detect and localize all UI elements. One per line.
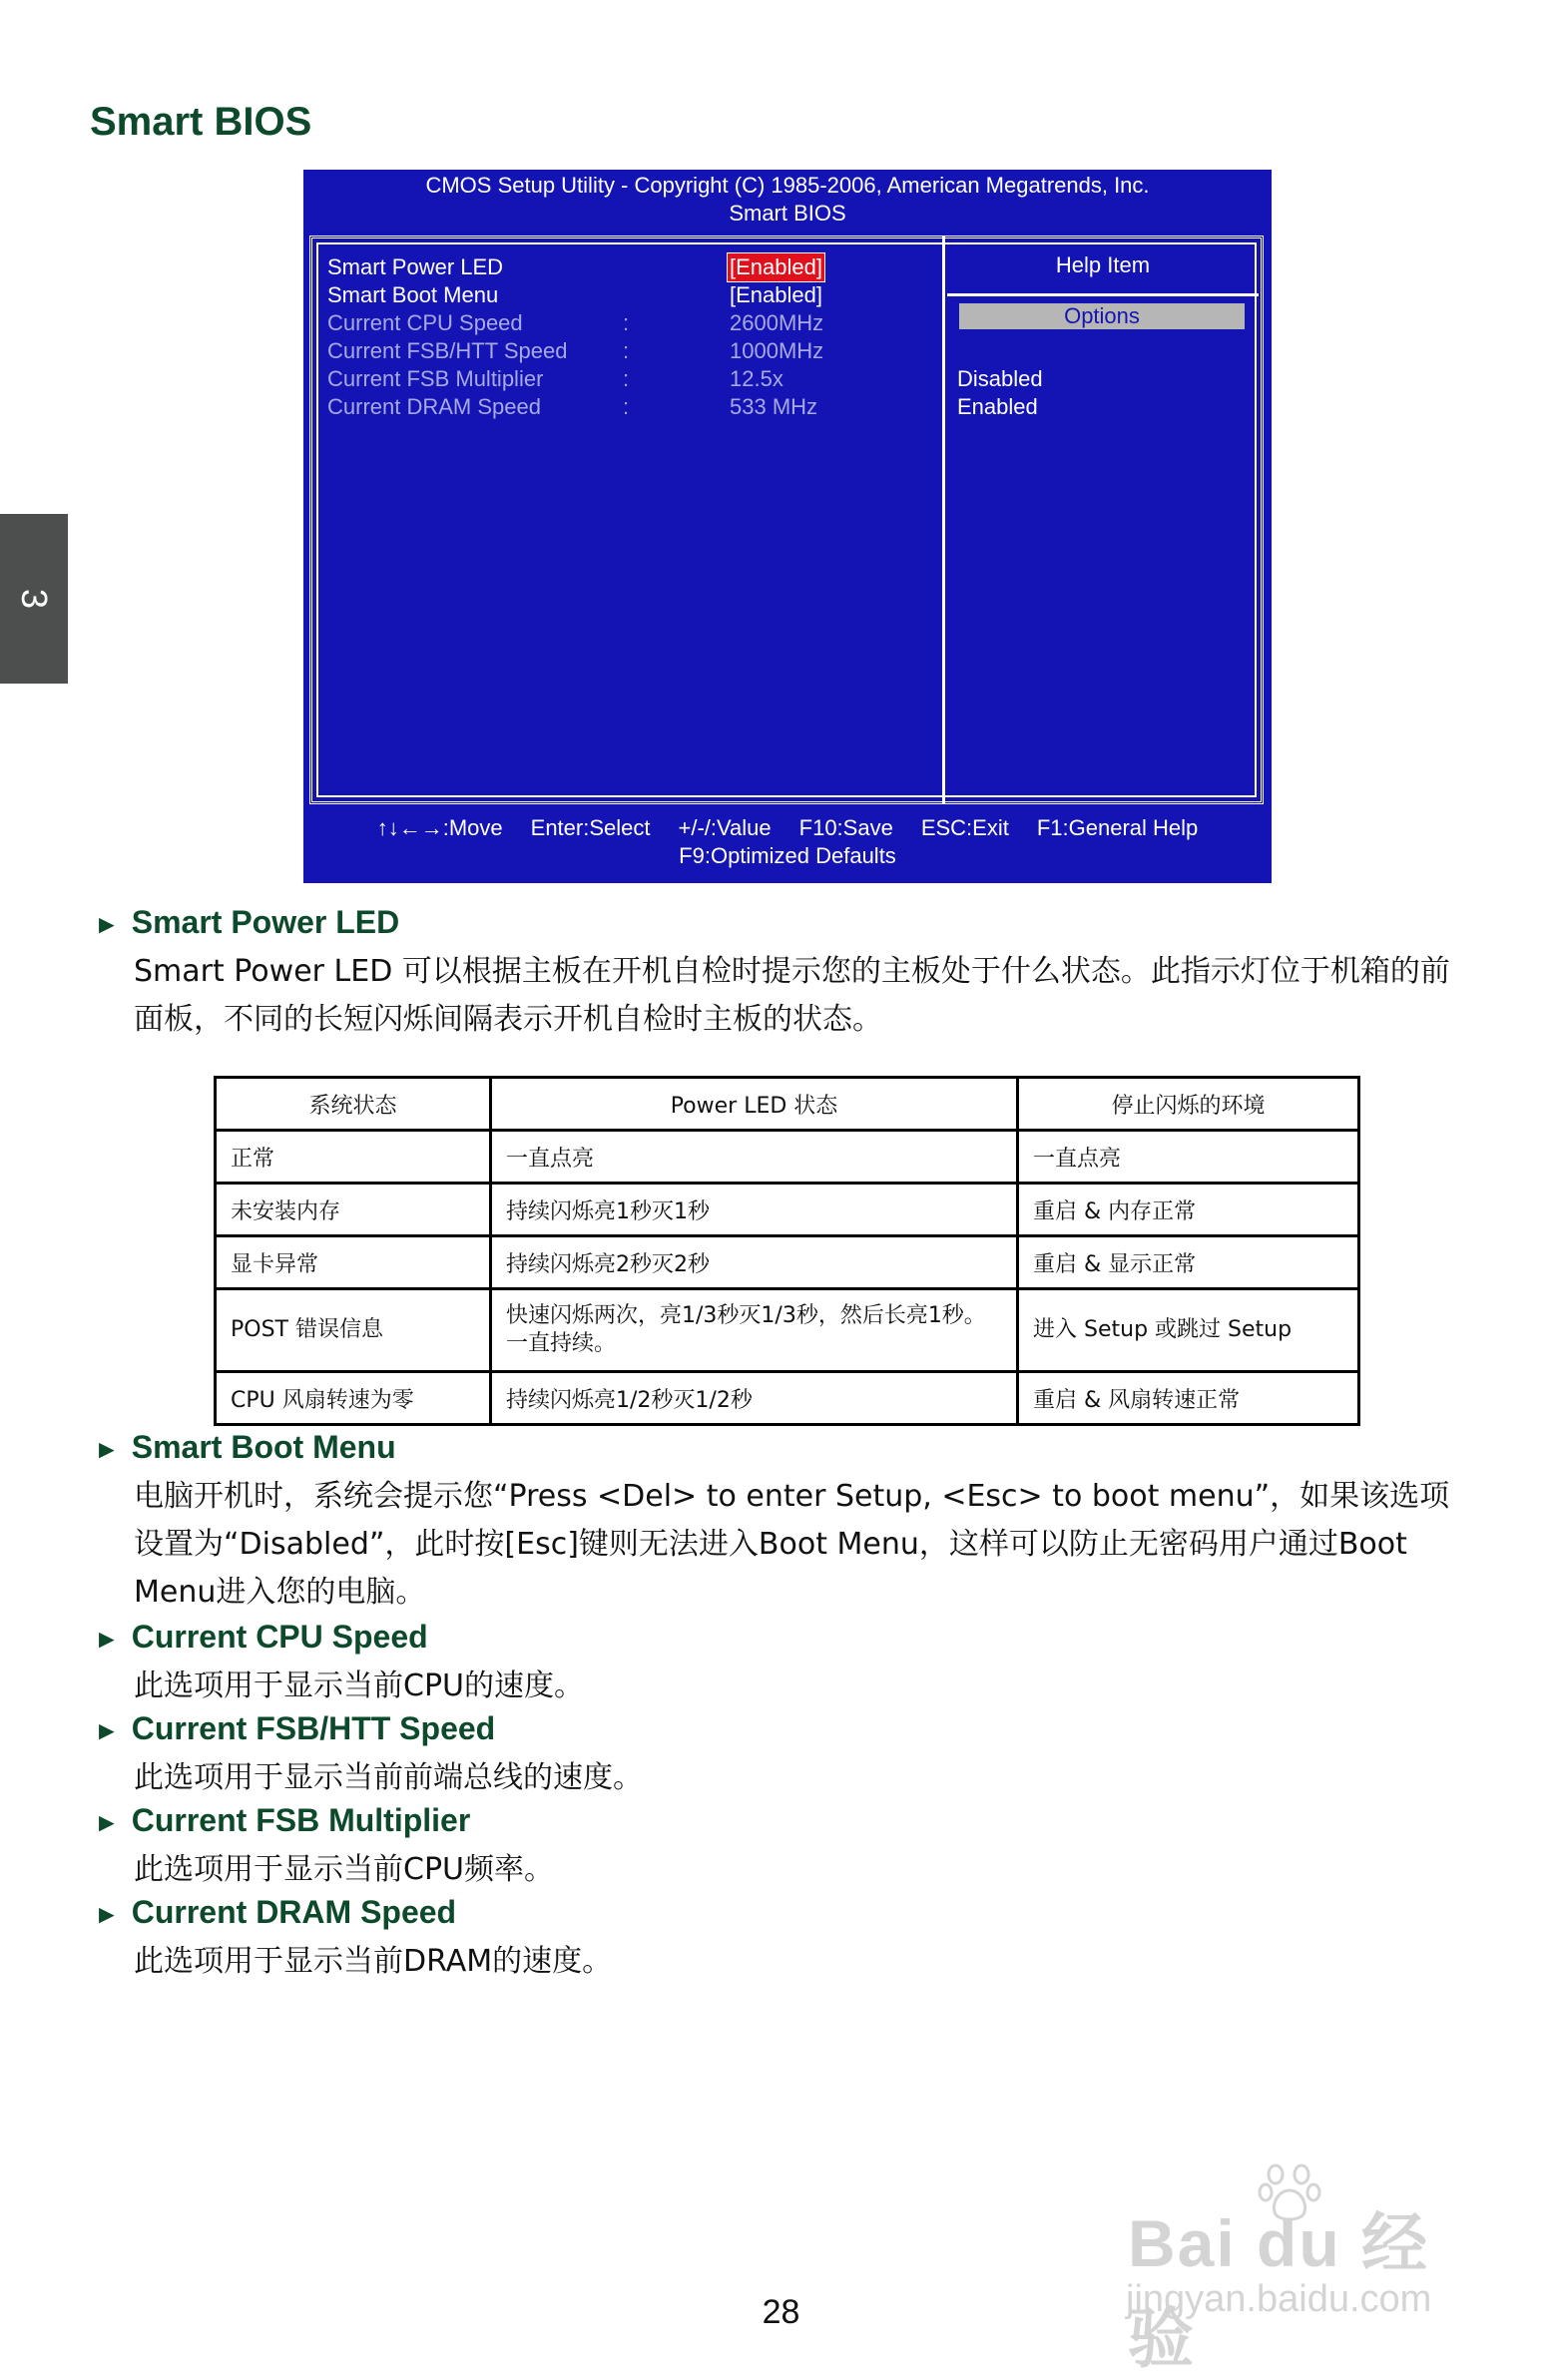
triangle-bullet-icon: ► bbox=[94, 1899, 120, 1929]
section-title-power-led: ► Smart Power LED bbox=[94, 904, 400, 940]
section-body-cpu-speed: 此选项用于显示当前CPU的速度。 bbox=[134, 1668, 584, 1703]
section-title-cpu-speed: ► Current CPU Speed bbox=[94, 1619, 428, 1655]
table-header: 停止闪烁的环境 bbox=[1018, 1078, 1359, 1131]
key-hint-select: Enter:Select bbox=[530, 815, 651, 840]
triangle-bullet-icon: ► bbox=[94, 1434, 120, 1464]
chapter-tab bbox=[0, 514, 68, 684]
section-body-power-led: Smart Power LED 可以根据主板在开机自检时提示您的主板处于什么状态。此指示灯位于机箱的前面板，不同的长短闪烁间隔表示开机自检时主板的状态。 bbox=[134, 954, 1450, 1037]
bios-item-list bbox=[327, 253, 926, 421]
chapter-number: 3 bbox=[14, 588, 55, 610]
table-row bbox=[216, 1131, 1359, 1184]
table-cell: 持续闪烁亮2秒灭2秒 bbox=[491, 1236, 1018, 1289]
table-cell: 一直点亮 bbox=[491, 1131, 1018, 1184]
help-option: Enabled bbox=[957, 394, 1038, 419]
bios-divider bbox=[942, 236, 945, 804]
bios-value[interactable]: [Enabled] bbox=[730, 282, 822, 307]
bios-value-selected[interactable]: [Enabled] bbox=[730, 254, 822, 279]
bios-page-name: Smart BIOS bbox=[729, 201, 846, 226]
table-row bbox=[216, 1289, 1359, 1372]
help-title: Help Item bbox=[1055, 252, 1151, 277]
table-cell: 快速闪烁两次，亮1/3秒灭1/3秒，然后长亮1秒。一直持续。 bbox=[491, 1289, 1018, 1372]
triangle-bullet-icon: ► bbox=[94, 1624, 120, 1654]
bios-item-smart-power-led[interactable]: Smart Power LED [Enabled] bbox=[327, 254, 822, 279]
help-options-bar: Options bbox=[959, 303, 1245, 329]
page-number: 28 bbox=[762, 2293, 800, 2331]
key-hint-save: F10:Save bbox=[798, 815, 893, 840]
power-led-table bbox=[214, 1076, 1360, 1426]
section-title-boot-menu: ► Smart Boot Menu bbox=[94, 1429, 396, 1465]
help-options-list bbox=[957, 365, 1043, 421]
bios-title bbox=[303, 172, 1272, 228]
section-body-fsb-multiplier: 此选项用于显示当前CPU频率。 bbox=[134, 1852, 554, 1887]
help-option: Disabled bbox=[957, 366, 1043, 391]
watermark-url: jingyan.baidu.com bbox=[1126, 2278, 1432, 2320]
section-body-boot-menu: 电脑开机时，系统会提示您“Press <Del> to enter Setup, <Esc> to boot menu”，如果该选项设置为“Disabled”，此时按[Esc]键则无法进入Boot Menu，这样可以防止无密码用户通过Boot Menu进入您的电脑。 bbox=[134, 1479, 1450, 1610]
triangle-bullet-icon: ► bbox=[94, 909, 120, 939]
table-cell: 重启 & 显示正常 bbox=[1018, 1236, 1359, 1289]
table-cell: 未安装内存 bbox=[216, 1184, 491, 1236]
table-cell: 重启 & 风扇转速正常 bbox=[1018, 1372, 1359, 1425]
section-title-dram-speed: ► Current DRAM Speed bbox=[94, 1894, 457, 1930]
table-cell: 一直点亮 bbox=[1018, 1131, 1359, 1184]
table-cell: 持续闪烁亮1秒灭1秒 bbox=[491, 1184, 1018, 1236]
table-cell: 持续闪烁亮1/2秒灭1/2秒 bbox=[491, 1372, 1018, 1425]
key-hint-defaults: F9:Optimized Defaults bbox=[679, 843, 896, 868]
table-cell: CPU 风扇转速为零 bbox=[216, 1372, 491, 1425]
triangle-bullet-icon: ► bbox=[94, 1807, 120, 1837]
key-hint-value: +/-/:Value bbox=[678, 815, 772, 840]
table-header-row bbox=[216, 1078, 1359, 1131]
section-body-fsb-speed: 此选项用于显示当前前端总线的速度。 bbox=[134, 1760, 643, 1795]
watermark-logo-text: Bai du 经验 bbox=[1128, 2206, 1430, 2375]
table-cell: 显卡异常 bbox=[216, 1236, 491, 1289]
bios-screen bbox=[303, 170, 1272, 883]
key-hint-exit: ESC:Exit bbox=[920, 815, 1009, 840]
table-row bbox=[216, 1236, 1359, 1289]
page-title: Smart BIOS bbox=[90, 100, 312, 144]
table-row bbox=[216, 1372, 1359, 1425]
bios-key-legend bbox=[303, 814, 1272, 870]
bios-copyright: CMOS Setup Utility - Copyright (C) 1985-2006, American Megatrends, Inc. bbox=[425, 173, 1150, 198]
bios-help-panel bbox=[947, 236, 1259, 804]
section-title-fsb-speed: ► Current FSB/HTT Speed bbox=[94, 1710, 496, 1746]
table-cell: 重启 & 内存正常 bbox=[1018, 1184, 1359, 1236]
section-body-dram-speed: 此选项用于显示当前DRAM的速度。 bbox=[134, 1944, 613, 1979]
table-row bbox=[216, 1184, 1359, 1236]
triangle-bullet-icon: ► bbox=[94, 1715, 120, 1745]
table-header: Power LED 状态 bbox=[491, 1078, 1018, 1131]
bios-item-fsb-multiplier: Current FSB Multiplier : 12.5x bbox=[327, 366, 783, 391]
key-hint-help: F1:General Help bbox=[1036, 815, 1199, 840]
key-hint-move: ↑↓←→:Move bbox=[376, 815, 503, 840]
bios-item-dram-speed: Current DRAM Speed : 533 MHz bbox=[327, 394, 818, 419]
bios-item-smart-boot-menu[interactable]: Smart Boot Menu [Enabled] bbox=[327, 282, 822, 307]
table-header: 系统状态 bbox=[216, 1078, 491, 1131]
bios-item-fsb-htt-speed: Current FSB/HTT Speed : 1000MHz bbox=[327, 338, 824, 363]
table-cell: 进入 Setup 或跳过 Setup bbox=[1018, 1289, 1359, 1372]
table-cell: 正常 bbox=[216, 1131, 491, 1184]
table-cell: POST 错误信息 bbox=[216, 1289, 491, 1372]
section-title-fsb-multiplier: ► Current FSB Multiplier bbox=[94, 1802, 471, 1838]
bios-item-cpu-speed: Current CPU Speed : 2600MHz bbox=[327, 310, 824, 335]
